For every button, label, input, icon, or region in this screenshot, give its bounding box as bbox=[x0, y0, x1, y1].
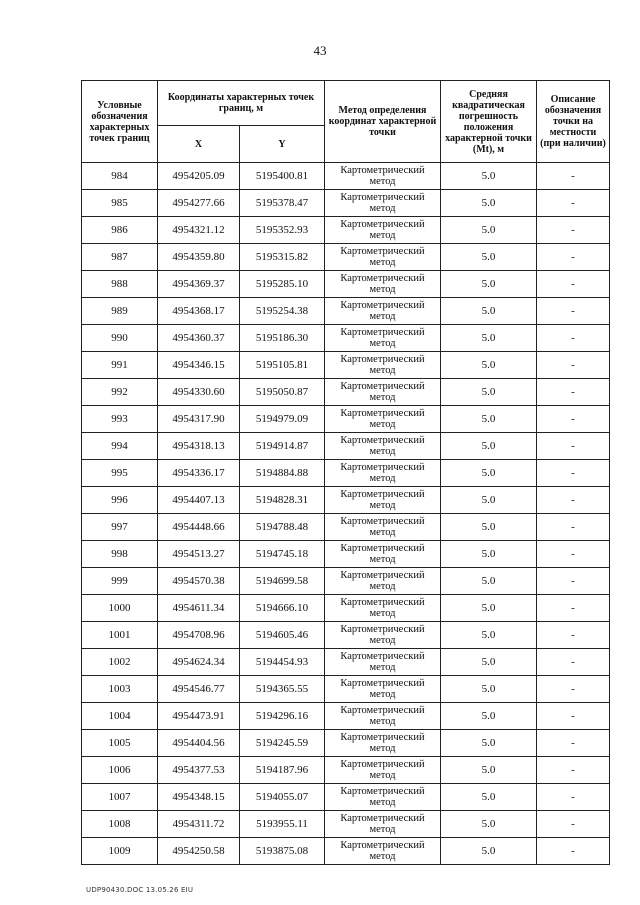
cell-method: Картометрический метод bbox=[325, 757, 441, 784]
cell-error: 5.0 bbox=[441, 784, 537, 811]
table-row bbox=[82, 406, 610, 433]
table-row bbox=[82, 541, 610, 568]
cell-point: 996 bbox=[82, 487, 158, 514]
table-row bbox=[82, 298, 610, 325]
table-body bbox=[82, 163, 610, 865]
table-row bbox=[82, 703, 610, 730]
cell-error: 5.0 bbox=[441, 190, 537, 217]
cell-y: 5193875.08 bbox=[240, 838, 325, 865]
cell-method: Картометрический метод bbox=[325, 676, 441, 703]
cell-description: - bbox=[537, 163, 610, 190]
cell-point: 991 bbox=[82, 352, 158, 379]
cell-description: - bbox=[537, 622, 610, 649]
cell-x: 4954546.77 bbox=[158, 676, 240, 703]
cell-description: - bbox=[537, 838, 610, 865]
cell-description: - bbox=[537, 649, 610, 676]
cell-description: - bbox=[537, 244, 610, 271]
cell-description: - bbox=[537, 568, 610, 595]
cell-method: Картометрический метод bbox=[325, 460, 441, 487]
cell-description: - bbox=[537, 433, 610, 460]
cell-point: 985 bbox=[82, 190, 158, 217]
cell-point: 1000 bbox=[82, 595, 158, 622]
cell-x: 4954317.90 bbox=[158, 406, 240, 433]
cell-y: 5194454.93 bbox=[240, 649, 325, 676]
cell-point: 1004 bbox=[82, 703, 158, 730]
cell-method: Картометрический метод bbox=[325, 325, 441, 352]
cell-error: 5.0 bbox=[441, 838, 537, 865]
cell-point: 1008 bbox=[82, 811, 158, 838]
cell-description: - bbox=[537, 676, 610, 703]
table-row bbox=[82, 352, 610, 379]
table-row bbox=[82, 514, 610, 541]
cell-description: - bbox=[537, 541, 610, 568]
cell-description: - bbox=[537, 325, 610, 352]
footer-file-info: UDP90430.DOC 13.05.26 EIU bbox=[86, 886, 194, 894]
cell-error: 5.0 bbox=[441, 514, 537, 541]
cell-method: Картометрический метод bbox=[325, 244, 441, 271]
table-row bbox=[82, 811, 610, 838]
header-y: Y bbox=[240, 126, 325, 163]
cell-method: Картометрический метод bbox=[325, 784, 441, 811]
cell-description: - bbox=[537, 298, 610, 325]
cell-error: 5.0 bbox=[441, 352, 537, 379]
cell-method: Картометрический метод bbox=[325, 514, 441, 541]
cell-error: 5.0 bbox=[441, 217, 537, 244]
cell-x: 4954708.96 bbox=[158, 622, 240, 649]
table-row bbox=[82, 676, 610, 703]
cell-x: 4954360.37 bbox=[158, 325, 240, 352]
header-error: Средняя квадратическая погрешность положения характерной точки (Mt), м bbox=[441, 81, 537, 163]
cell-method: Картометрический метод bbox=[325, 838, 441, 865]
cell-y: 5195105.81 bbox=[240, 352, 325, 379]
cell-x: 4954311.72 bbox=[158, 811, 240, 838]
cell-error: 5.0 bbox=[441, 568, 537, 595]
table-row bbox=[82, 649, 610, 676]
cell-point: 1003 bbox=[82, 676, 158, 703]
cell-point: 995 bbox=[82, 460, 158, 487]
cell-y: 5195186.30 bbox=[240, 325, 325, 352]
table-row bbox=[82, 730, 610, 757]
cell-description: - bbox=[537, 514, 610, 541]
table-row bbox=[82, 433, 610, 460]
cell-y: 5194745.18 bbox=[240, 541, 325, 568]
cell-description: - bbox=[537, 217, 610, 244]
cell-error: 5.0 bbox=[441, 244, 537, 271]
cell-description: - bbox=[537, 190, 610, 217]
cell-method: Картометрический метод bbox=[325, 379, 441, 406]
cell-y: 5194296.16 bbox=[240, 703, 325, 730]
cell-error: 5.0 bbox=[441, 541, 537, 568]
cell-description: - bbox=[537, 379, 610, 406]
cell-x: 4954318.13 bbox=[158, 433, 240, 460]
cell-description: - bbox=[537, 703, 610, 730]
table-row bbox=[82, 757, 610, 784]
cell-y: 5194788.48 bbox=[240, 514, 325, 541]
cell-x: 4954205.09 bbox=[158, 163, 240, 190]
cell-x: 4954473.91 bbox=[158, 703, 240, 730]
cell-description: - bbox=[537, 271, 610, 298]
cell-description: - bbox=[537, 757, 610, 784]
cell-description: - bbox=[537, 460, 610, 487]
cell-method: Картометрический метод bbox=[325, 271, 441, 298]
cell-method: Картометрический метод bbox=[325, 568, 441, 595]
cell-x: 4954611.34 bbox=[158, 595, 240, 622]
cell-point: 993 bbox=[82, 406, 158, 433]
cell-error: 5.0 bbox=[441, 730, 537, 757]
cell-error: 5.0 bbox=[441, 487, 537, 514]
cell-x: 4954277.66 bbox=[158, 190, 240, 217]
cell-error: 5.0 bbox=[441, 757, 537, 784]
cell-y: 5195285.10 bbox=[240, 271, 325, 298]
coordinates-table bbox=[81, 80, 610, 865]
cell-y: 5194699.58 bbox=[240, 568, 325, 595]
cell-x: 4954407.13 bbox=[158, 487, 240, 514]
cell-point: 997 bbox=[82, 514, 158, 541]
cell-y: 5195254.38 bbox=[240, 298, 325, 325]
cell-y: 5194187.96 bbox=[240, 757, 325, 784]
cell-point: 994 bbox=[82, 433, 158, 460]
header-designation: Условные обозначения характерных точек границ bbox=[82, 81, 158, 163]
cell-method: Картометрический метод bbox=[325, 433, 441, 460]
table-row bbox=[82, 190, 610, 217]
cell-method: Картометрический метод bbox=[325, 487, 441, 514]
cell-x: 4954377.53 bbox=[158, 757, 240, 784]
cell-point: 987 bbox=[82, 244, 158, 271]
cell-error: 5.0 bbox=[441, 703, 537, 730]
cell-point: 998 bbox=[82, 541, 158, 568]
cell-point: 1009 bbox=[82, 838, 158, 865]
cell-description: - bbox=[537, 811, 610, 838]
cell-x: 4954624.34 bbox=[158, 649, 240, 676]
cell-error: 5.0 bbox=[441, 298, 537, 325]
table-row bbox=[82, 595, 610, 622]
cell-method: Картометрический метод bbox=[325, 730, 441, 757]
table-row bbox=[82, 163, 610, 190]
cell-y: 5195400.81 bbox=[240, 163, 325, 190]
cell-error: 5.0 bbox=[441, 676, 537, 703]
cell-point: 1007 bbox=[82, 784, 158, 811]
cell-y: 5194605.46 bbox=[240, 622, 325, 649]
cell-point: 999 bbox=[82, 568, 158, 595]
table-row bbox=[82, 244, 610, 271]
cell-point: 1001 bbox=[82, 622, 158, 649]
cell-x: 4954570.38 bbox=[158, 568, 240, 595]
cell-error: 5.0 bbox=[441, 406, 537, 433]
cell-description: - bbox=[537, 487, 610, 514]
cell-point: 1002 bbox=[82, 649, 158, 676]
cell-method: Картометрический метод bbox=[325, 541, 441, 568]
cell-error: 5.0 bbox=[441, 325, 537, 352]
header-x: X bbox=[158, 126, 240, 163]
cell-description: - bbox=[537, 352, 610, 379]
table-row bbox=[82, 271, 610, 298]
cell-error: 5.0 bbox=[441, 460, 537, 487]
cell-method: Картометрический метод bbox=[325, 811, 441, 838]
cell-method: Картометрический метод bbox=[325, 622, 441, 649]
cell-method: Картометрический метод bbox=[325, 217, 441, 244]
cell-y: 5193955.11 bbox=[240, 811, 325, 838]
cell-method: Картометрический метод bbox=[325, 163, 441, 190]
cell-error: 5.0 bbox=[441, 595, 537, 622]
cell-point: 990 bbox=[82, 325, 158, 352]
cell-y: 5194828.31 bbox=[240, 487, 325, 514]
cell-method: Картометрический метод bbox=[325, 406, 441, 433]
cell-point: 989 bbox=[82, 298, 158, 325]
cell-error: 5.0 bbox=[441, 433, 537, 460]
cell-x: 4954404.56 bbox=[158, 730, 240, 757]
cell-point: 984 bbox=[82, 163, 158, 190]
header-method: Метод определения координат характерной точки bbox=[325, 81, 441, 163]
cell-y: 5194245.59 bbox=[240, 730, 325, 757]
cell-x: 4954346.15 bbox=[158, 352, 240, 379]
cell-method: Картометрический метод bbox=[325, 190, 441, 217]
table-row bbox=[82, 217, 610, 244]
table-row bbox=[82, 568, 610, 595]
cell-point: 1006 bbox=[82, 757, 158, 784]
cell-x: 4954250.58 bbox=[158, 838, 240, 865]
header-coordinates: Координаты характерных точек границ, м bbox=[158, 81, 325, 126]
cell-method: Картометрический метод bbox=[325, 298, 441, 325]
cell-x: 4954368.17 bbox=[158, 298, 240, 325]
page-number: 43 bbox=[313, 43, 327, 58]
cell-description: - bbox=[537, 406, 610, 433]
cell-y: 5194979.09 bbox=[240, 406, 325, 433]
cell-error: 5.0 bbox=[441, 271, 537, 298]
cell-x: 4954359.80 bbox=[158, 244, 240, 271]
cell-x: 4954369.37 bbox=[158, 271, 240, 298]
cell-x: 4954348.15 bbox=[158, 784, 240, 811]
table-row bbox=[82, 460, 610, 487]
cell-y: 5194666.10 bbox=[240, 595, 325, 622]
cell-description: - bbox=[537, 730, 610, 757]
cell-y: 5194055.07 bbox=[240, 784, 325, 811]
cell-y: 5194365.55 bbox=[240, 676, 325, 703]
cell-error: 5.0 bbox=[441, 649, 537, 676]
cell-y: 5195378.47 bbox=[240, 190, 325, 217]
cell-point: 988 bbox=[82, 271, 158, 298]
cell-point: 1005 bbox=[82, 730, 158, 757]
cell-x: 4954513.27 bbox=[158, 541, 240, 568]
cell-error: 5.0 bbox=[441, 811, 537, 838]
cell-method: Картометрический метод bbox=[325, 352, 441, 379]
table-row bbox=[82, 784, 610, 811]
table-row bbox=[82, 838, 610, 865]
cell-point: 992 bbox=[82, 379, 158, 406]
cell-method: Картометрический метод bbox=[325, 595, 441, 622]
cell-description: - bbox=[537, 784, 610, 811]
cell-description: - bbox=[537, 595, 610, 622]
cell-error: 5.0 bbox=[441, 379, 537, 406]
cell-method: Картометрический метод bbox=[325, 649, 441, 676]
cell-x: 4954321.12 bbox=[158, 217, 240, 244]
cell-y: 5194884.88 bbox=[240, 460, 325, 487]
cell-x: 4954448.66 bbox=[158, 514, 240, 541]
cell-x: 4954336.17 bbox=[158, 460, 240, 487]
table-row bbox=[82, 487, 610, 514]
cell-y: 5195352.93 bbox=[240, 217, 325, 244]
table-row bbox=[82, 622, 610, 649]
cell-y: 5195050.87 bbox=[240, 379, 325, 406]
cell-method: Картометрический метод bbox=[325, 703, 441, 730]
table-row bbox=[82, 325, 610, 352]
cell-y: 5195315.82 bbox=[240, 244, 325, 271]
cell-x: 4954330.60 bbox=[158, 379, 240, 406]
cell-point: 986 bbox=[82, 217, 158, 244]
cell-error: 5.0 bbox=[441, 163, 537, 190]
cell-error: 5.0 bbox=[441, 622, 537, 649]
cell-y: 5194914.87 bbox=[240, 433, 325, 460]
header-description: Описание обозначения точки на местности (при наличии) bbox=[537, 81, 610, 163]
table-row bbox=[82, 379, 610, 406]
